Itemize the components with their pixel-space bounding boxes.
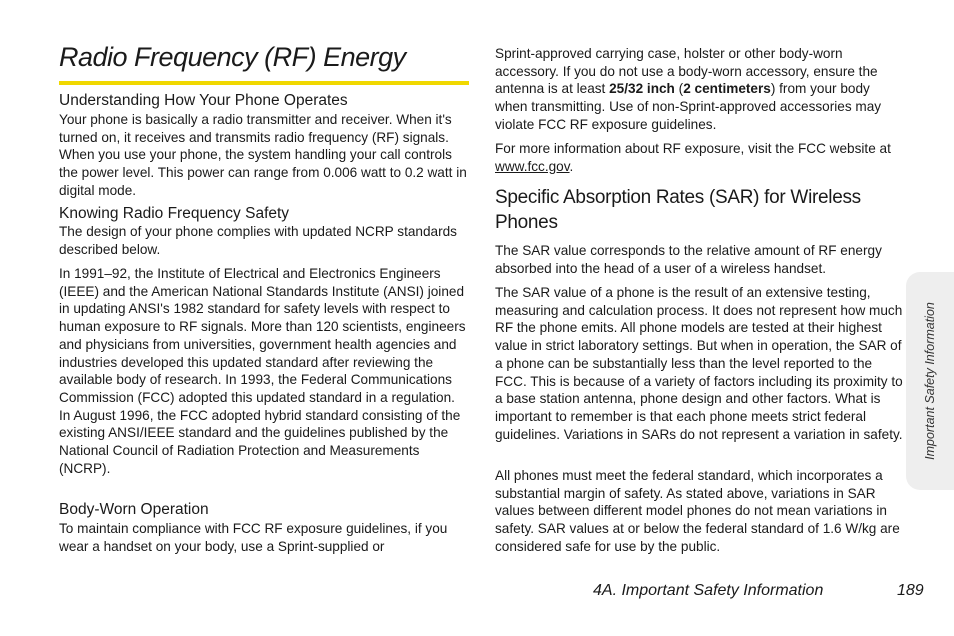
paragraph-sar-testing: The SAR value of a phone is the result of an extensive testing, measuring and calculation process. It does not represent how much RF the phone emits. All phone models are tested at their highest value in strict laboratory settings. But when in operation, the SAR of a phone can be substantially less than the level reported to the FCC. This is because of a variety of factors including its proximity to a base station antenna, phone design and other factors. What is important to remember is that each phone meets strict federal guidelines. Variations in SARs do not represent a variation in safety.	[495, 285, 903, 442]
heading-sar: Specific Absorption Rates (SAR) for Wireless Phones	[495, 187, 861, 233]
heading-understanding-phone-operates: Understanding How Your Phone Operates	[59, 92, 348, 109]
more-info-text-a: For more information about RF exposure, visit the FCC website at	[495, 141, 891, 156]
paragraph-body-worn-continued	[495, 45, 895, 134]
paragraph-sar-federal-standard: All phones must meet the federal standard, which incorporates a substantial margin of safety. As stated above, variations in SAR values between different model phones do not mean variations in safety. SAR values at or below the federal standard of 1.6 W/kg are considered safe for use by the public.	[495, 468, 900, 554]
fcc-website-link[interactable]: www.fcc.gov	[495, 158, 570, 174]
more-info-text-b: .	[569, 158, 574, 174]
heading-body-worn-operation: Body-Worn Operation	[59, 501, 209, 518]
title-underline-rule	[59, 81, 469, 85]
body-worn-text-c: ) from your body when transmitting. Use of non-Sprint-approved accessories may violate FCC RF exposure guidelines.	[495, 81, 882, 132]
footer-section-title: 4A. Important Safety Information	[593, 582, 824, 599]
paragraph-sar-definition: The SAR value corresponds to the relative amount of RF energy absorbed into the head of a user of a wireless handset.	[495, 243, 882, 276]
paragraph-more-info	[495, 140, 905, 175]
footer-page-number: 189	[897, 582, 924, 599]
body-worn-text-a: Sprint-approved carrying case, holster or other body-worn accessory. If you do not use a body-worn accessory, ensure the antenna is at least	[495, 46, 878, 97]
paragraph-rf-safety-ncrp: The design of your phone complies with updated NCRP standards described below.	[59, 224, 457, 257]
paragraph-phone-operates: Your phone is basically a radio transmitter and receiver. When it's turned on, it receives and transmits radio frequency (RF) signals. When you use your phone, the system handling your call controls the power level. This power can range from 0.006 watt to 0.2 watt in digital mode.	[59, 112, 467, 198]
side-section-tab	[906, 272, 954, 490]
distance-centimeters: 2 centimeters	[683, 81, 771, 97]
body-worn-text-b: (	[674, 81, 684, 97]
page-title: Radio Frequency (RF) Energy	[59, 42, 406, 72]
side-tab-label: Important Safety Information	[923, 302, 937, 460]
heading-rf-safety: Knowing Radio Frequency Safety	[59, 205, 290, 222]
distance-inch: 25/32 inch	[609, 81, 675, 97]
paragraph-rf-safety-history: In 1991–92, the Institute of Electrical and Electronics Engineers (IEEE) and the American National Standards Institute (ANSI) joined in updating ANSI's 1982 standard for safety levels with respect to human exposure to RF signals. More than 120 scientists, engineers and physicians from universities, government health agencies and industries developed this updated standard after reviewing the available body of research. In 1993, the Federal Communications Commission (FCC) adopted this updated standard in a regulation. In August 1996, the FCC adopted hybrid standard consisting of the existing ANSI/IEEE standard and the guidelines published by the National Council of Radiation Protection and Measurements (NCRP).	[59, 266, 466, 476]
paragraph-body-worn: To maintain compliance with FCC RF exposure guidelines, if you wear a handset on your body, use a Sprint-supplied or	[59, 521, 448, 554]
